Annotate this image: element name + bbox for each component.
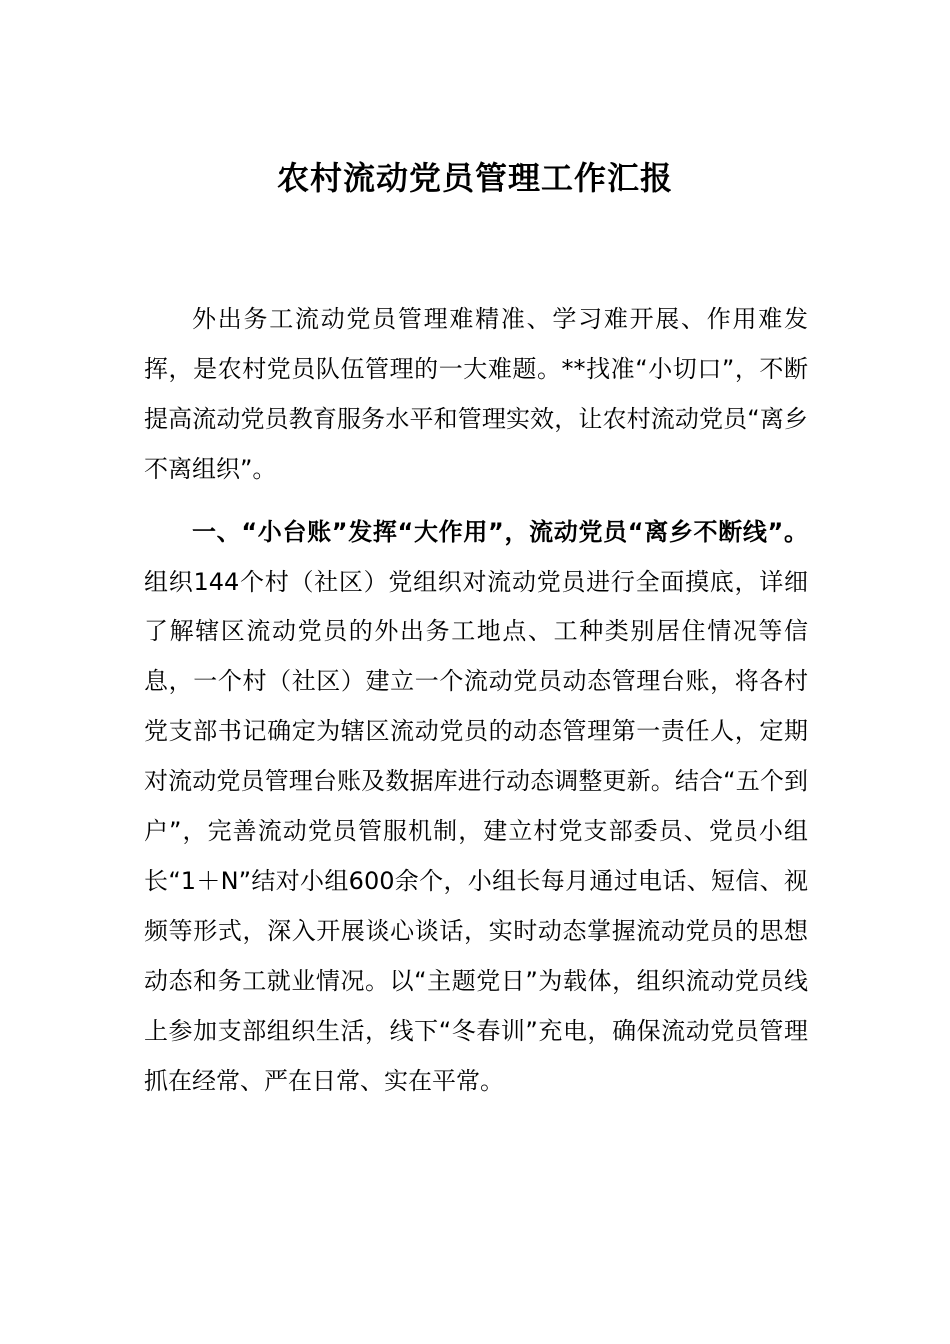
section-heading: 一、“小台账”发挥“大作用”，流动党员“离乡不断线”。 (192, 517, 808, 546)
section-body: 组织144个村（社区）党组织对流动党员进行全面摸底，详细了解辖区流动党员的外出务工地点、工种类别居住情况等信息，一个村（社区）建立一个流动党员动态管理台账，将各村党支部书记确定为辖区流动党员的动态管理第一责任人，定期对流动党员管理台账及数据库进行动态调整更新。结合“五个到户”，完善流动党员管服机制，建立村党支部委员、党员小组长“1＋N”结对小组600余个，小组长每月通过电话、短信、视频等形式，深入开展谈心谈话，实时动态掌握流动党员的思想动态和务工就业情况。以“主题党日”为载体，组织流动党员线上参加支部组织生活，线下“冬春训”充电，确保流动党员管理抓在经常、严在日常、实在平常。 (144, 567, 808, 1095)
document-title: 农村流动党员管理工作汇报 (276, 159, 673, 197)
intro-paragraph: 外出务工流动党员管理难精准、学习难开展、作用难发挥，是农村党员队伍管理的一大难题。**找准“小切口”，不断提高流动党员教育服务水平和管理实效，让农村流动党员“离乡不离组织”。 (144, 305, 808, 483)
document-body (144, 295, 808, 1107)
section-paragraph (144, 508, 808, 1107)
